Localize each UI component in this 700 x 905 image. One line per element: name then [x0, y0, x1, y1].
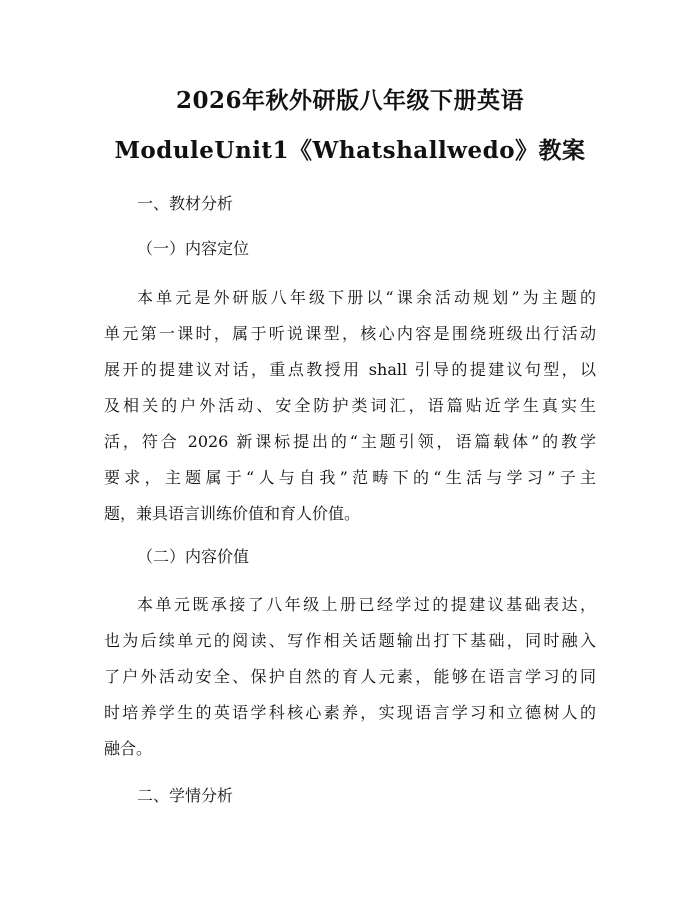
subsection-heading-content-positioning: （一）内容定位	[137, 239, 250, 258]
subsection-heading-content-value: （二）内容价值	[137, 547, 250, 566]
paragraph-line: 也为后续单元的阅读、写作相关话题输出打下基础，同时融入	[104, 631, 596, 650]
section-heading-learner-analysis: 二、学情分析	[137, 786, 234, 805]
paragraph-line: 题，兼具语言训练价值和育人价值。	[104, 504, 361, 523]
paragraph-line: 本单元既承接了八年级上册已经学过的提建议基础表达，	[137, 595, 596, 614]
section-heading-textbook-analysis: 一、教材分析	[137, 194, 234, 213]
paragraph-line: 活，符合 2026 新课标提出的“主题引领，语篇载体”的教学	[104, 432, 596, 451]
paragraph-line: 及相关的户外活动、安全防护类词汇，语篇贴近学生真实生	[104, 396, 596, 415]
paragraph-line: 了户外活动安全、保护自然的育人元素，能够在语言学习的同	[104, 667, 596, 686]
paragraph-line: 单元第一课时，属于听说课型，核心内容是围绕班级出行活动	[104, 324, 596, 343]
paragraph-line: 时培养学生的英语学科核心素养，实现语言学习和立德树人的	[104, 703, 596, 722]
paragraph-line: 展开的提建议对话，重点教授用 shall 引导的提建议句型，以	[104, 360, 596, 379]
paragraph-line: 本单元是外研版八年级下册以“课余活动规划”为主题的	[137, 288, 596, 307]
document-title-line-1: 2026年秋外研版八年级下册英语	[175, 87, 524, 114]
paragraph-line: 要求，主题属于“人与自我”范畴下的“生活与学习”子主	[104, 468, 596, 487]
paragraph-line: 融合。	[104, 739, 153, 758]
document-title-line-2: ModuleUnit1《Whatshallwedo》教案	[114, 137, 586, 164]
